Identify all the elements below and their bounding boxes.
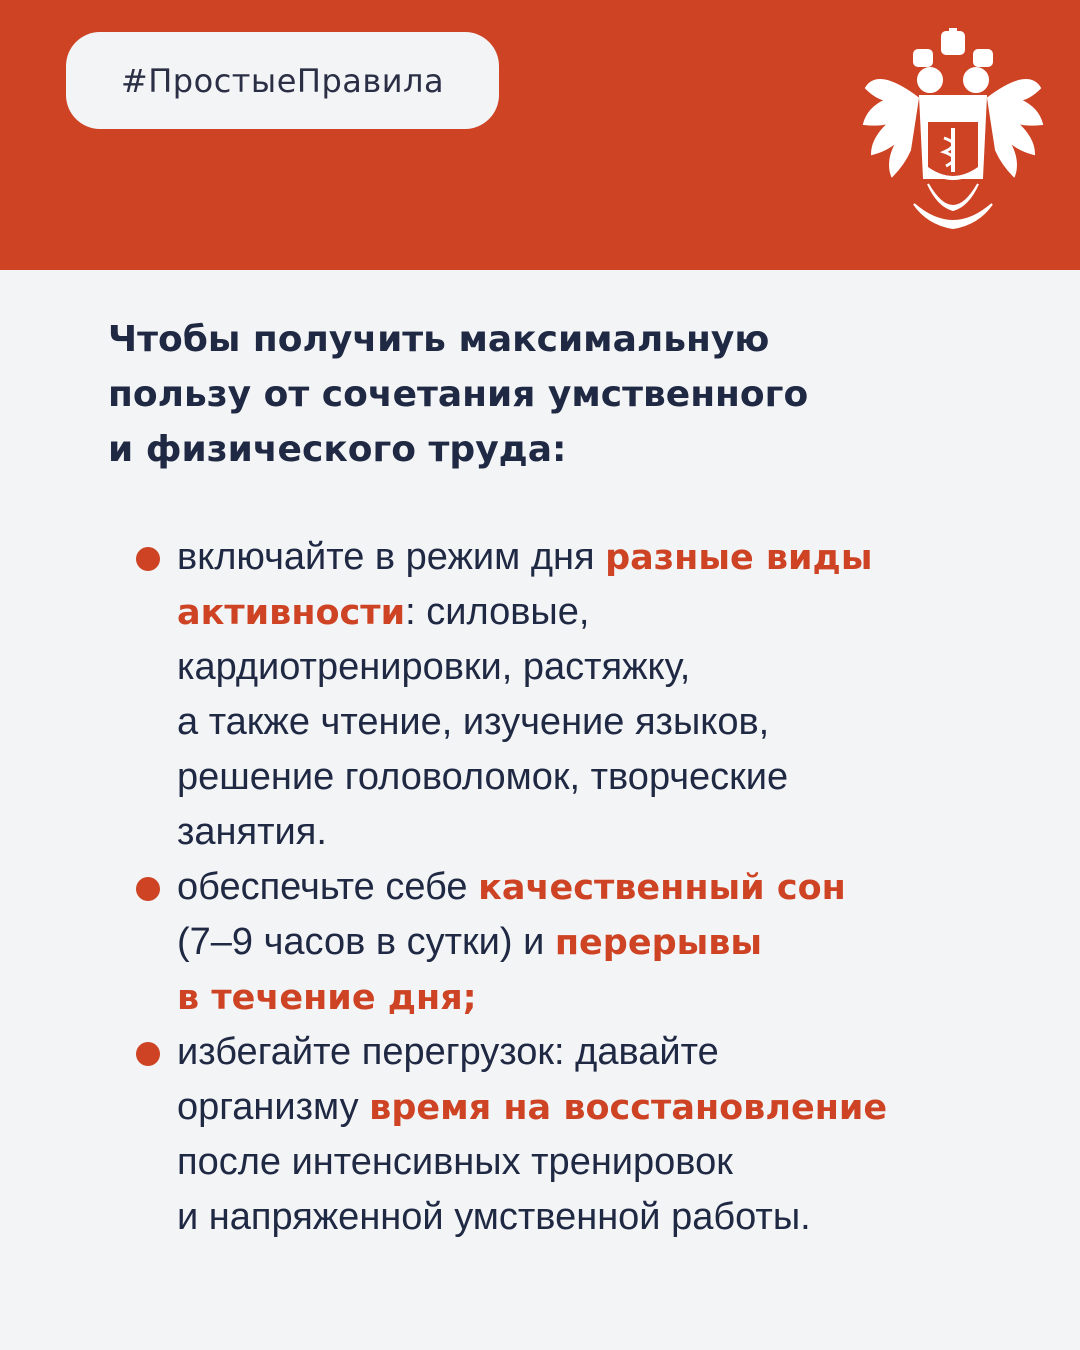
bullet-dot — [136, 877, 160, 901]
highlight-text: разные виды — [605, 538, 873, 578]
tip-line — [177, 970, 477, 1026]
tip-text: решение головоломок, творческие — [177, 756, 789, 798]
highlight-text: в течение дня; — [177, 978, 477, 1018]
highlight-text: качественный сон — [478, 868, 846, 908]
tip-line — [177, 915, 762, 971]
title-line: пользу от сочетания умственного — [108, 374, 809, 415]
tip-line — [177, 695, 769, 750]
tip-text: а также чтение, изучение языков, — [177, 701, 770, 743]
tip-text: : силовые, — [405, 591, 590, 633]
tip-line — [177, 1135, 733, 1190]
tip-line — [177, 1080, 887, 1136]
tip-line — [177, 530, 872, 586]
tip-line — [177, 805, 327, 860]
tip-line — [177, 640, 690, 695]
title-line: Чтобы получить максимальную — [108, 319, 770, 360]
title-line: и физического труда: — [108, 429, 567, 470]
tip-text: и напряженной умственной работы. — [177, 1196, 811, 1238]
tip-text: обеспечьте себе — [177, 866, 479, 908]
hashtag-badge: #ПростыеПравила — [66, 32, 499, 129]
bullet-dot — [136, 1042, 160, 1066]
highlight-text: время на восстановление — [369, 1088, 888, 1128]
tip-line — [177, 750, 788, 805]
tip-line — [177, 1190, 811, 1245]
tip-line — [177, 585, 589, 641]
bullet-dot — [136, 547, 160, 571]
tip-text: после интенсивных тренировок — [177, 1141, 733, 1183]
tip-text: включайте в режим дня — [177, 536, 606, 578]
tip-text: кардиотренировки, растяжку, — [177, 646, 691, 688]
tip-line — [177, 860, 846, 916]
highlight-text: перерывы — [554, 923, 763, 963]
header-band — [0, 0, 1080, 270]
tip-text: занятия. — [177, 811, 327, 853]
tip-text: избегайте перегрузок: давайте — [177, 1031, 719, 1073]
tip-line — [177, 1025, 719, 1080]
tip-text: организму — [177, 1086, 370, 1128]
tip-text: (7–9 часов в сутки) и — [177, 921, 555, 963]
highlight-text: активности — [177, 593, 406, 633]
page-title — [108, 312, 988, 477]
emblem-icon — [858, 28, 1048, 232]
